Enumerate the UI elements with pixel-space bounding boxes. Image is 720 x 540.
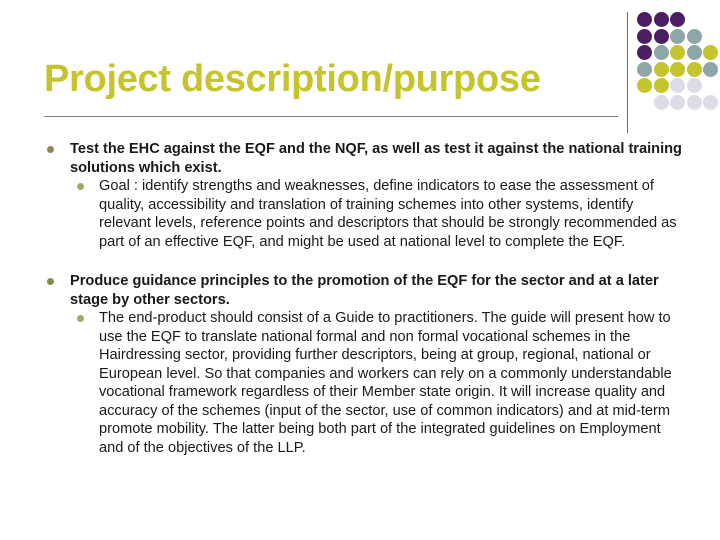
sub-bullet-item [70,309,687,457]
sub-bullet-text: The end-product should consist of a Guide to practitioners. The guide will present how to use the EQF to translate national formal and non formal vocational schemes in the Hairdressing sector, providing further descriptors, being at group, regional, national or European level. So that companies and workers can rely on a commonly understandable vocational framework regardless of their Member state origin. It will increase quality and accuracy of the schemes (input of the sector, use of common indicators) and at mid-term promote mobility. The latter being both part of the integrated guidelines on Employment and of the objectives of the LLP. [99,310,672,456]
bullet-text: Produce guidance principles to the promotion of the EQF for the sector and at a later stage by other sectors. [70,273,659,308]
decor-dot [687,78,702,93]
decor-dot [687,62,702,77]
bullet-item-1 [47,140,687,251]
decor-dot [670,12,685,27]
bullet-item-2 [47,272,687,457]
vertical-divider [627,12,628,133]
decor-dot [654,29,669,44]
decor-dot [654,95,669,110]
sub-bullet-text: Goal : identify strengths and weaknesses, define indicators to ease the assessment of quality, accessibility and translation of training schemes into other systems, identify relevant levels, reference points and descriptors that should be strongly recommended as part of an effective EQF, and might be used at national level to complete the EQF. [99,178,677,250]
slide-title: Project description/purpose [44,58,541,100]
bullet-text: Test the EHC against the EQF and the NQF, as well as test it against the national training solutions which exist. [70,141,682,176]
decor-dot [670,29,685,44]
bullet-dot-icon [77,183,84,190]
decor-dot [703,62,718,77]
decor-dot [637,62,652,77]
decor-dot [670,62,685,77]
bullet-dot-icon [77,315,84,322]
decor-dot [654,45,669,60]
decor-dot [703,95,718,110]
bullet-dot-icon [47,146,54,153]
title-underline [44,116,618,117]
decor-dot [687,29,702,44]
decor-dot [670,78,685,93]
decor-dot [637,78,652,93]
decor-dot [654,12,669,27]
decor-dot [637,29,652,44]
slide-body [47,140,687,457]
decor-dot [687,45,702,60]
decor-dot [654,78,669,93]
decor-dot [670,45,685,60]
decor-dot [703,45,718,60]
bullet-dot-icon [47,278,54,285]
decor-dot [670,95,685,110]
decor-dot [637,45,652,60]
sub-bullet-item [70,177,687,251]
decor-dot [637,12,652,27]
decor-dot [654,62,669,77]
decor-dot [687,95,702,110]
